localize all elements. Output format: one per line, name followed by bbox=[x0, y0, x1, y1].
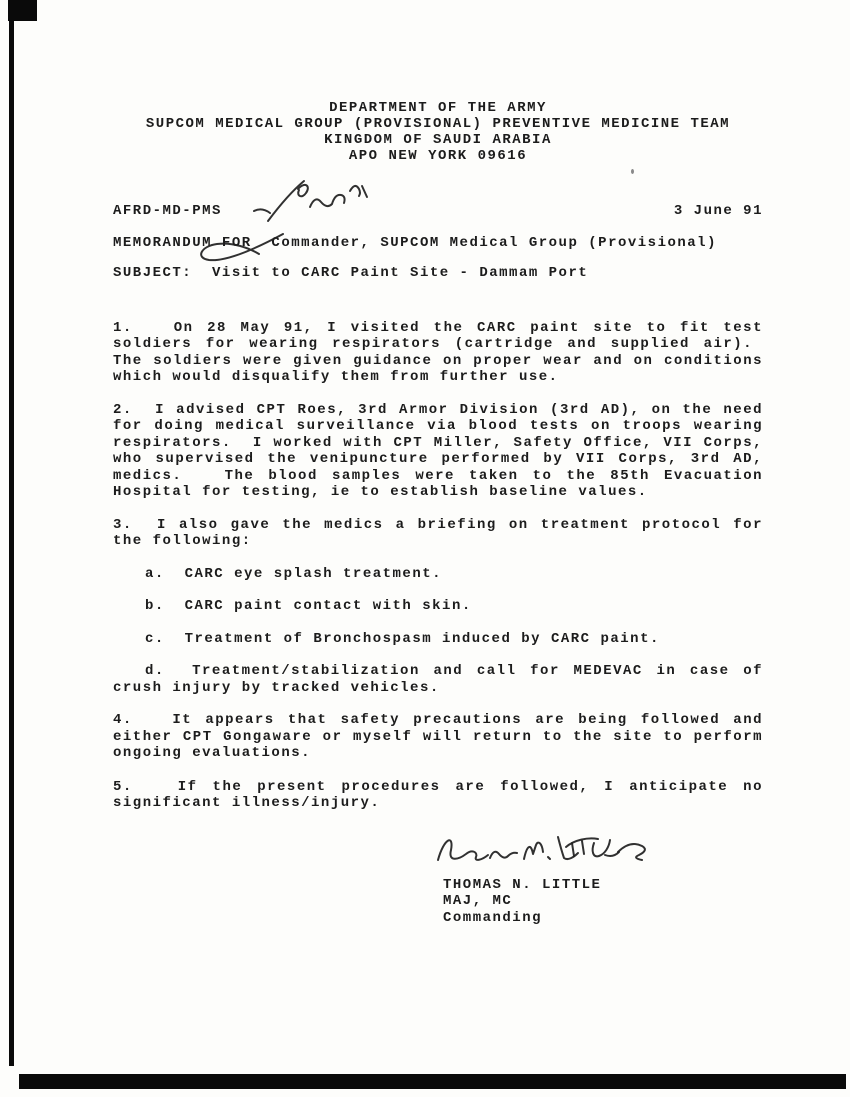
paragraph-3: 3. I also gave the medics a briefing on treatment protocol for the following: bbox=[113, 516, 763, 549]
subparagraph-d: d. Treatment/stabilization and call for MEDEVAC in case of crush injury by tracked vehicles. bbox=[113, 663, 763, 696]
letterhead-line-4: APO NEW YORK 09616 bbox=[348, 148, 528, 164]
subparagraph-a: a. CARC eye splash treatment. bbox=[145, 565, 443, 582]
office-symbol: AFRD-MD-PMS bbox=[113, 203, 222, 219]
paragraph-4: 4. It appears that safety precautions are being followed and either CPT Gongaware or myself will return to the site to perform ongoing evaluations. bbox=[113, 712, 763, 761]
paragraph-5: 5. If the present procedures are followed, I anticipate no significant illness/injury. bbox=[113, 778, 763, 811]
signature-block bbox=[443, 877, 763, 927]
signer-title: Commanding bbox=[443, 909, 543, 926]
memorandum-for-line: MEMORANDUM FOR Commander, SUPCOM Medical Group (Provisional) bbox=[113, 234, 717, 251]
memo-date: 3 June 91 bbox=[673, 203, 763, 219]
signer-name: THOMAS N. LITTLE bbox=[443, 876, 602, 893]
scan-artifact-left-edge bbox=[9, 0, 14, 1066]
signer-rank: MAJ, MC bbox=[443, 893, 513, 909]
memo-content bbox=[113, 100, 763, 926]
subject-line: SUBJECT: Visit to CARC Paint Site - Dammam Port bbox=[113, 265, 589, 281]
letterhead bbox=[113, 100, 763, 164]
scan-artifact-bottom-bar bbox=[19, 1074, 846, 1089]
subparagraph-b: b. CARC paint contact with skin. bbox=[145, 598, 472, 614]
handwritten-strike-mark bbox=[193, 231, 289, 267]
letterhead-line-3: KINGDOM OF SAUDI ARABIA bbox=[324, 132, 552, 148]
handwritten-date-scribble bbox=[246, 177, 386, 225]
subparagraph-c: c. Treatment of Bronchospasm induced by CARC paint. bbox=[145, 630, 660, 647]
signature-script bbox=[432, 828, 652, 872]
office-symbol-row bbox=[113, 203, 763, 220]
paragraph-1: 1. On 28 May 91, I visited the CARC paint site to fit test soldiers for wearing respirators (cartridge and supplied air). The soldiers were given guidance on proper wear and on conditions which would disqualify them from further use. bbox=[113, 319, 763, 385]
letterhead-line-2: SUPCOM MEDICAL GROUP (PROVISIONAL) PREVENTIVE MEDICINE TEAM bbox=[145, 116, 731, 132]
paragraph-2: 2. I advised CPT Roes, 3rd Armor Division (3rd AD), on the need for doing medical surveillance via blood tests on troops wearing respirators. I worked with CPT Miller, Safety Office, VII Corps, who supervised the venipuncture performed by VII Corps, 3rd AD, medics. The blood samples were taken to the 85th Evacuation Hospital for testing, ie to establish baseline values. bbox=[113, 401, 763, 500]
letterhead-line-1: DEPARTMENT OF THE ARMY bbox=[329, 100, 547, 116]
